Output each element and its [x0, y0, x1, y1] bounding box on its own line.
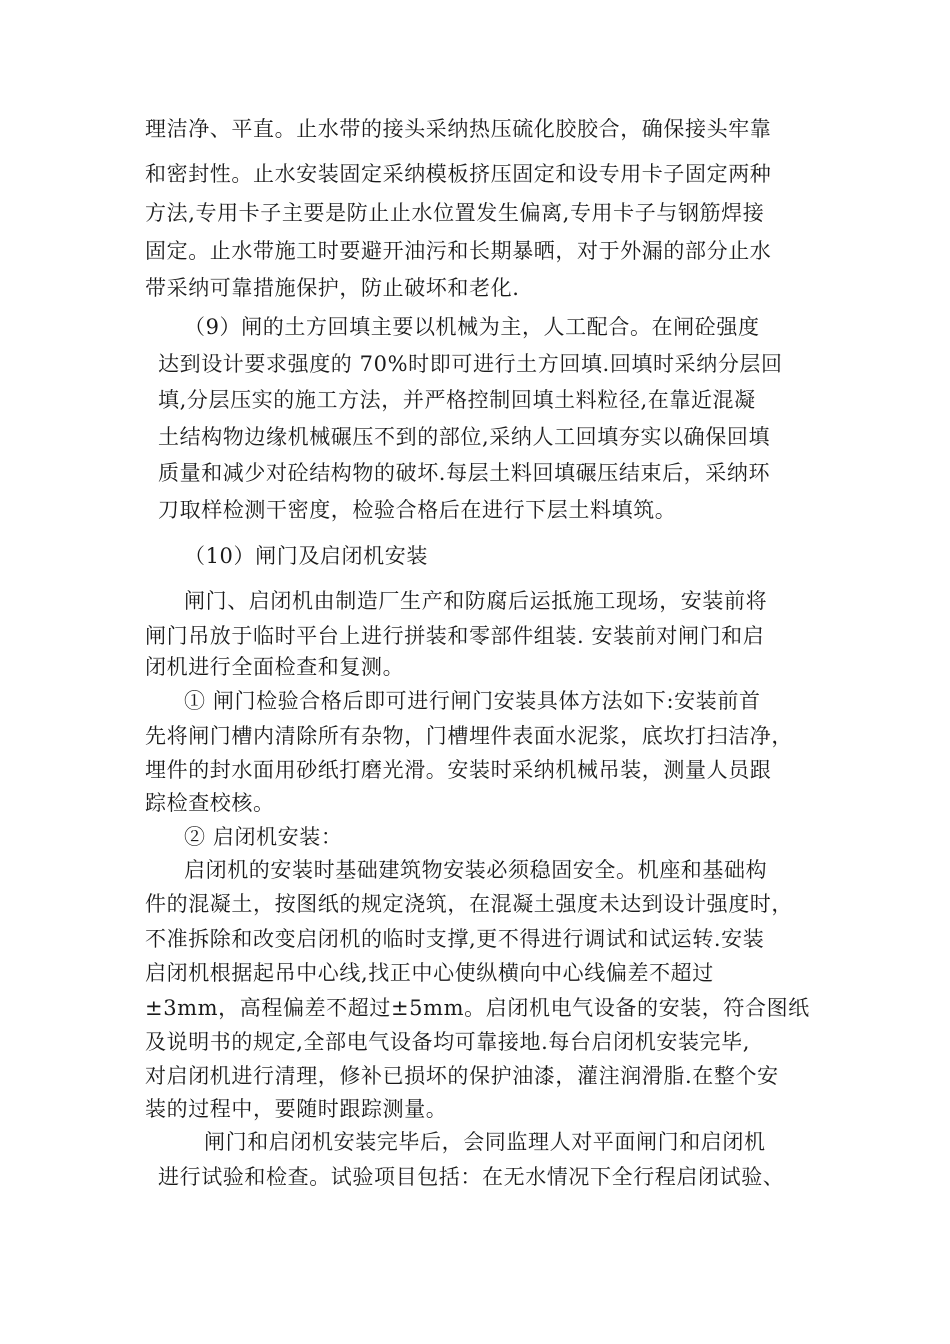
section-heading: （10）闸门及启闭机安装: [184, 544, 428, 568]
sub-heading: ② 启闭机安装：: [184, 825, 343, 849]
text-line: ① 闸门检验合格后即可进行闸门安装具体方法如下:安装前首: [184, 689, 761, 713]
text-line: 土结构物边缘机械碾压不到的部位,采纳人工回填夯实以确保回填: [158, 425, 771, 449]
text-line: 先将闸门槽内清除所有杂物，门槽埋件表面水泥浆，底坎打扫洁净，: [145, 724, 793, 748]
text-line: 启闭机的安装时基础建筑物安装必须稳固安全。机座和基础构: [184, 858, 768, 882]
text-line: 埋件的封水面用砂纸打磨光滑。安装时采纳机械吊装，测量人员跟: [145, 758, 772, 782]
text-line: 不准拆除和改变启闭机的临时支撑,更不得进行调试和试运转.安装: [145, 927, 765, 951]
text-line: 刀取样检测干密度，检验合格后在进行下层土料填筑。: [158, 498, 677, 522]
text-line: 质量和减少对砼结构物的破坏.每层土料回填碾压结束后，采纳环: [158, 461, 771, 485]
text-line: 装的过程中，要随时跟踪测量。: [145, 1097, 448, 1121]
text-line: 和密封性。止水安装固定采纳模板挤压固定和设专用卡子固定两种: [145, 162, 772, 186]
text-line: 方法,专用卡子主要是防止止水位置发生偏离,专用卡子与钢筋焊接: [145, 201, 765, 225]
text-line: 闸门吊放于临时平台上进行拼装和零部件组装. 安装前对闸门和启: [145, 624, 765, 648]
text-line: 达到设计要求强度的 70%时即可进行土方回填.回填时采纳分层回: [158, 352, 783, 376]
text-line: （9）闸的土方回填主要以机械为主，人工配合。在闸砼强度: [184, 315, 760, 339]
text-line: 填,分层压实的施工方法，并严格控制回填土料粒径,在靠近混凝: [158, 388, 756, 412]
text-line: 带采纳可靠措施保护，防止破坏和老化.: [145, 276, 520, 300]
text-line: 闭机进行全面检查和复测。: [145, 655, 405, 679]
text-line: 踪检查校核。: [145, 791, 275, 815]
text-line: 件的混凝土，按图纸的规定浇筑，在混凝土强度未达到设计强度时，: [145, 892, 793, 916]
text-line: 理洁净、平直。止水带的接头采纳热压硫化胶胶合，确保接头牢靠: [145, 117, 772, 141]
text-line: 固定。止水带施工时要避开油污和长期暴晒，对于外漏的部分止水: [145, 239, 772, 263]
text-line: 进行试验和检查。试验项目包括：在无水情况下全行程启闭试验、: [158, 1165, 785, 1189]
text-line: 及说明书的规定,全部电气设备均可靠接地.每台启闭机安装完毕,: [145, 1030, 751, 1054]
text-line: 闸门和启闭机安装完毕后，会同监理人对平面闸门和启闭机: [204, 1130, 766, 1154]
text-line: ±3mm，高程偏差不超过±5mm。启闭机电气设备的安装，符合图纸: [145, 996, 810, 1020]
text-line: 对启闭机进行清理，修补已损坏的保护油漆，灌注润滑脂.在整个安: [145, 1064, 779, 1088]
text-line: 启闭机根据起吊中心线,找正中心使纵横向中心线偏差不超过: [145, 961, 714, 985]
text-line: 闸门、启闭机由制造厂生产和防腐后运抵施工现场，安装前将: [184, 589, 768, 613]
